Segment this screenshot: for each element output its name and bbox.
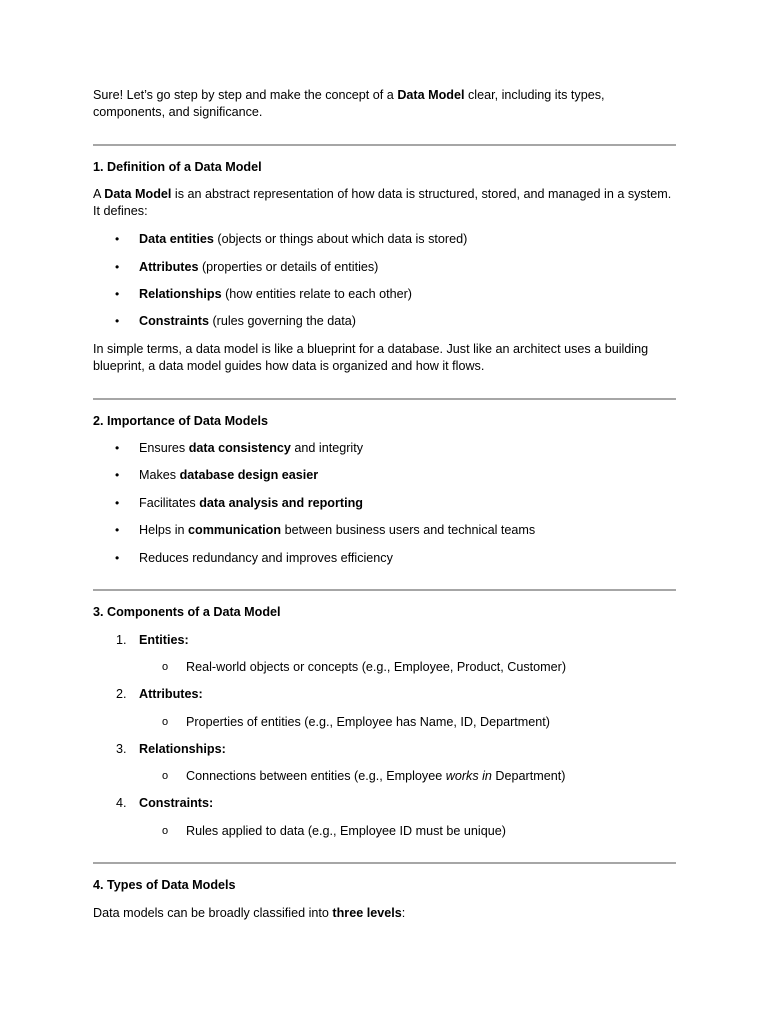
- list-item-pre: Facilitates: [139, 496, 200, 510]
- types-bold: three levels: [332, 906, 402, 920]
- bullet-icon: •: [115, 232, 120, 246]
- item-label: Attributes:: [139, 687, 203, 701]
- sub-item-pre: Rules applied to data (e.g., Employee ID must be unique): [186, 824, 506, 838]
- list-item-text: [139, 495, 363, 512]
- list-item-pre: Makes: [139, 468, 180, 482]
- list-item-rest: (objects or things about which data is stored): [213, 232, 468, 246]
- circle-bullet-icon: o: [162, 825, 169, 837]
- divider: [93, 144, 676, 146]
- bullet-icon: •: [115, 260, 120, 274]
- list-item-pre: Ensures: [139, 441, 189, 455]
- bullet-icon: •: [115, 287, 120, 301]
- circle-bullet-icon: o: [162, 716, 169, 728]
- sub-item-text: [186, 768, 565, 785]
- list-item-bold: data analysis and reporting: [199, 496, 363, 510]
- item-number: 3.: [116, 742, 127, 756]
- item-number: 4.: [116, 796, 127, 810]
- list-item-pre: Helps in: [139, 523, 188, 537]
- item-number: 1.: [116, 633, 127, 647]
- bullet-icon: •: [115, 496, 120, 510]
- list-item-text: [139, 440, 363, 457]
- sub-item-text: [186, 823, 506, 840]
- item-label: Relationships:: [139, 742, 226, 756]
- list-item-text: [139, 231, 467, 248]
- types-text-end: :: [401, 906, 406, 920]
- list-item-bold: Constraints: [139, 314, 209, 328]
- definition-paragraph: [93, 186, 676, 220]
- section-heading-types: 4. Types of Data Models: [93, 878, 236, 892]
- sub-item-pre: Connections between entities (e.g., Employee: [186, 769, 446, 783]
- item-label: Constraints:: [139, 796, 214, 810]
- types-text: Data models can be broadly classified into: [93, 906, 333, 920]
- list-item-text: [139, 313, 356, 330]
- list-item-post: and integrity: [290, 441, 364, 455]
- bullet-icon: •: [115, 551, 120, 565]
- intro-text-end: clear, including its types, components, and significance.: [93, 88, 605, 119]
- item-number: 2.: [116, 687, 127, 701]
- sub-item-pre: Properties of entities (e.g., Employee has Name, ID, Department): [186, 715, 550, 729]
- section-heading-importance: 2. Importance of Data Models: [93, 414, 268, 428]
- section-heading-components: 3. Components of a Data Model: [93, 605, 281, 619]
- circle-bullet-icon: o: [162, 661, 169, 673]
- sub-item-text: [186, 714, 550, 731]
- types-paragraph: [93, 905, 676, 922]
- sub-item-italic: works in: [445, 769, 492, 783]
- sub-item-post: Department): [491, 769, 566, 783]
- definition-bold: Data Model: [104, 187, 172, 201]
- bullet-icon: •: [115, 314, 120, 328]
- divider: [93, 862, 676, 864]
- divider: [93, 398, 676, 400]
- intro-paragraph: [93, 87, 676, 121]
- list-item-text: [139, 259, 378, 276]
- list-item-bold: Attributes: [139, 260, 199, 274]
- definition-text: A: [93, 187, 105, 201]
- bullet-icon: •: [115, 468, 120, 482]
- definition-text-end: is an abstract representation of how data is structured, stored, and managed in a system. It defines:: [93, 187, 672, 218]
- intro-text: Sure! Let’s go step by step and make the concept of a: [93, 88, 398, 102]
- list-item-bold: data consistency: [188, 441, 291, 455]
- list-item-post: between business users and technical teams: [281, 523, 536, 537]
- list-item-bold: communication: [188, 523, 282, 537]
- list-item-bold: Relationships: [139, 287, 222, 301]
- section-heading-definition: 1. Definition of a Data Model: [93, 160, 262, 174]
- list-item-pre: Reduces redundancy and improves efficiency: [139, 551, 393, 565]
- divider: [93, 589, 676, 591]
- list-item-text: [139, 550, 393, 567]
- list-item-rest: (how entities relate to each other): [221, 287, 412, 301]
- list-item-bold: database design easier: [179, 468, 319, 482]
- sub-item-pre: Real-world objects or concepts (e.g., Employee, Product, Customer): [186, 660, 567, 674]
- sub-item-text: [186, 659, 566, 676]
- circle-bullet-icon: o: [162, 770, 169, 782]
- list-item-bold: Data entities: [139, 232, 214, 246]
- list-item-text: [139, 522, 535, 539]
- intro-bold: Data Model: [397, 88, 465, 102]
- list-item-text: [139, 286, 412, 303]
- item-label: Entities:: [139, 633, 189, 647]
- bullet-icon: •: [115, 523, 120, 537]
- blueprint-paragraph: In simple terms, a data model is like a blueprint for a database. Just like an architect uses a building blueprint, a data model guides how data is organized and how it flows.: [93, 342, 649, 373]
- list-item-text: [139, 467, 318, 484]
- list-item-rest: (properties or details of entities): [198, 260, 379, 274]
- bullet-icon: •: [115, 441, 120, 455]
- list-item-rest: (rules governing the data): [208, 314, 356, 328]
